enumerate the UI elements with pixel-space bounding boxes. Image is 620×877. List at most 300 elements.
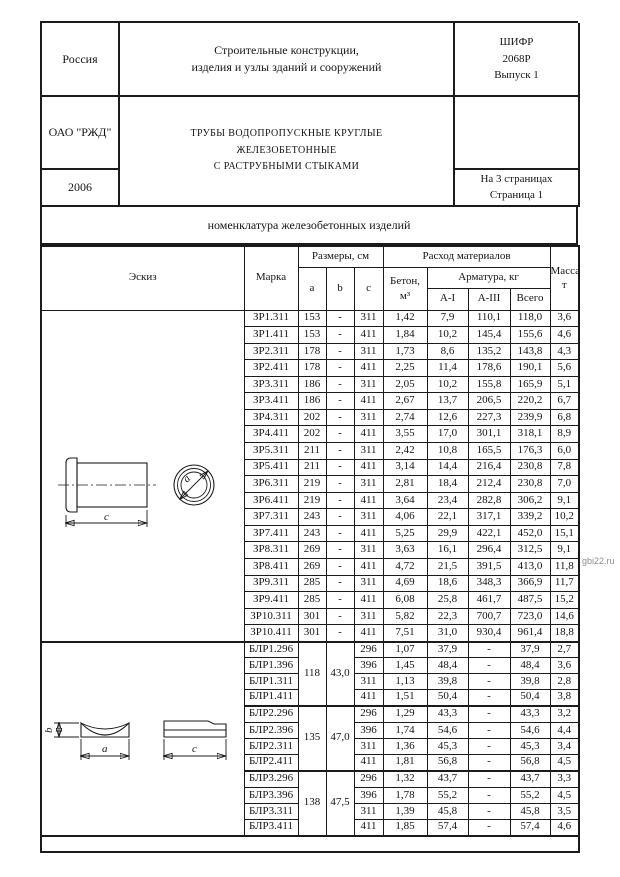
mark-cell: ЗР10.411 [244,625,298,642]
concrete-cell: 3,63 [383,542,427,559]
dim-c-cell: 311 [354,608,383,625]
mark-cell: ЗР8.311 [244,542,298,559]
rebar-ai-cell: 45,3 [427,739,468,755]
mark-cell: БЛР1.311 [244,674,298,690]
mass-cell: 18,8 [550,625,579,642]
mark-cell: БЛР2.396 [244,723,298,739]
dim-c-cell: 396 [354,788,383,804]
dim-c-cell: 411 [354,690,383,706]
rebar-ai-cell: 11,4 [427,360,468,377]
mark-cell: БЛР3.311 [244,804,298,820]
mark-cell: БЛР2.411 [244,755,298,771]
rebar-aiii-cell: - [468,788,510,804]
dim-b-cell: - [326,426,354,443]
dim-a-cell: 269 [298,542,326,559]
rebar-total-cell: 55,2 [510,788,550,804]
mass-cell: 15,1 [550,525,579,542]
page-number: Страница 1 [489,188,544,201]
concrete-label-line1: Бетон, [390,275,421,288]
rebar-total-cell: 56,8 [510,755,550,771]
concrete-cell: 1,32 [383,771,427,788]
dim-b-cell: - [326,608,354,625]
mass-cell: 9,1 [550,492,579,509]
sketch-cell-saddle [41,642,244,836]
rebar-total-cell: 312,5 [510,542,550,559]
col-header-dimensions: Размеры, см [298,246,383,267]
mark-cell: ЗР10.311 [244,608,298,625]
rebar-total-cell: 452,0 [510,525,550,542]
rebar-aiii-cell: 227,3 [468,409,510,426]
concrete-cell: 3,64 [383,492,427,509]
rebar-total-cell: 318,1 [510,426,550,443]
concrete-cell: 1,13 [383,674,427,690]
dim-a-cell: 202 [298,409,326,426]
dim-a-cell: 186 [298,393,326,410]
concrete-cell: 1,07 [383,642,427,658]
concrete-cell: 1,84 [383,327,427,344]
dim-b-cell: 43,0 [326,642,354,706]
concrete-cell: 1,74 [383,723,427,739]
dim-c-cell: 311 [354,575,383,592]
rebar-ai-cell: 55,2 [427,788,468,804]
rebar-total-cell: 43,3 [510,706,550,723]
rebar-total-cell: 57,4 [510,820,550,836]
dim-c-cell: 311 [354,476,383,493]
mass-cell: 6,7 [550,393,579,410]
dim-c-cell: 411 [354,360,383,377]
rebar-ai-cell: 7,9 [427,310,468,327]
mass-cell: 3,3 [550,771,579,788]
rebar-aiii-cell: - [468,658,510,674]
rebar-aiii-cell: 296,4 [468,542,510,559]
dim-b-cell: - [326,343,354,360]
rebar-total-cell: 39,8 [510,674,550,690]
rebar-ai-cell: 37,9 [427,642,468,658]
rebar-total-cell: 306,2 [510,492,550,509]
rebar-aiii-cell: - [468,771,510,788]
rebar-ai-cell: 18,4 [427,476,468,493]
concrete-cell: 1,29 [383,706,427,723]
mass-cell: 4,4 [550,723,579,739]
dim-b-cell: - [326,409,354,426]
rebar-total-cell: 118,0 [510,310,550,327]
dim-a-cell: 219 [298,476,326,493]
dimension-a-label: a [180,472,194,485]
dim-a-cell: 301 [298,625,326,642]
mass-cell: 3,6 [550,658,579,674]
dim-b-cell: - [326,575,354,592]
dim-a-cell: 135 [298,706,326,771]
dim-a-cell: 178 [298,360,326,377]
rebar-ai-cell: 56,8 [427,755,468,771]
col-header-sketch: Эскиз [41,246,244,310]
pages-count: На 3 страницах [480,172,553,185]
rebar-total-cell: 143,8 [510,343,550,360]
mark-cell: ЗР5.311 [244,443,298,460]
col-header-materials: Расход материалов [383,246,550,267]
mass-cell: 7,0 [550,476,579,493]
rebar-total-cell: 190,1 [510,360,550,377]
dim-c-cell: 311 [354,509,383,526]
mass-cell: 3,8 [550,690,579,706]
mark-cell: ЗР5.411 [244,459,298,476]
dim-a-cell: 211 [298,443,326,460]
rebar-total-cell: 220,2 [510,393,550,410]
rebar-total-cell: 487,5 [510,592,550,609]
dim-b-cell: - [326,459,354,476]
concrete-cell: 2,25 [383,360,427,377]
mark-cell: БЛР2.296 [244,706,298,723]
rebar-ai-cell: 45,8 [427,804,468,820]
footer-strip-cell [41,836,579,852]
rebar-total-cell: 45,8 [510,804,550,820]
rebar-aiii-cell: 178,6 [468,360,510,377]
concrete-cell: 2,67 [383,393,427,410]
rebar-aiii-cell: - [468,739,510,755]
section-title: номенклатура железобетонных изделий [40,207,578,245]
rebar-ai-cell: 23,4 [427,492,468,509]
dim-a-cell: 243 [298,525,326,542]
products-table [40,245,580,853]
dim-c-cell: 411 [354,755,383,771]
rebar-ai-cell: 25,8 [427,592,468,609]
concrete-cell: 5,82 [383,608,427,625]
rebar-ai-cell: 14,4 [427,459,468,476]
rebar-aiii-cell: 135,2 [468,343,510,360]
rebar-total-cell: 230,8 [510,459,550,476]
dim-b-cell: - [326,492,354,509]
rebar-total-cell: 339,2 [510,509,550,526]
pages-cell [455,170,580,207]
mark-cell: БЛР1.396 [244,658,298,674]
mass-cell: 4,5 [550,788,579,804]
dim-c-cell: 411 [354,558,383,575]
year-cell: 2006 [42,170,120,207]
saddle-side-view [164,721,226,737]
dim-c-cell: 311 [354,804,383,820]
empty-cell [455,97,580,170]
code-value: 2068Р [502,52,531,65]
rebar-aiii-cell: 317,1 [468,509,510,526]
dim-c-cell: 311 [354,443,383,460]
rebar-total-cell: 45,3 [510,739,550,755]
concrete-cell: 3,14 [383,459,427,476]
dim-c-cell: 296 [354,706,383,723]
mark-cell: БЛР3.411 [244,820,298,836]
dim-b-cell: - [326,327,354,344]
rebar-aiii-cell: 391,5 [468,558,510,575]
dim-a-cell: 153 [298,327,326,344]
mass-label-line1: Масса [550,264,580,277]
mass-cell: 2,7 [550,642,579,658]
rebar-ai-cell: 31,0 [427,625,468,642]
concrete-cell: 7,51 [383,625,427,642]
concrete-cell: 2,05 [383,376,427,393]
col-header-rebar-aiii: А-III [468,288,510,310]
rebar-ai-cell: 21,5 [427,558,468,575]
dim-c-cell: 311 [354,310,383,327]
dim-c-cell: 411 [354,625,383,642]
organization-cell: ОАО "РЖД" [42,97,120,170]
rebar-ai-cell: 17,0 [427,426,468,443]
dim-c-cell: 411 [354,820,383,836]
rebar-ai-cell: 29,9 [427,525,468,542]
dim-a-cell: 202 [298,426,326,443]
dim-b-cell: - [326,360,354,377]
rebar-aiii-cell: 216,4 [468,459,510,476]
mass-cell: 5,1 [550,376,579,393]
rebar-aiii-cell: 155,8 [468,376,510,393]
country-cell: Россия [42,23,120,97]
series-title-cell [120,23,455,97]
pipe-cross-section [174,465,214,505]
concrete-cell: 1,51 [383,690,427,706]
mark-cell: ЗР4.411 [244,426,298,443]
concrete-cell: 3,55 [383,426,427,443]
col-header-rebar: Арматура, кг [427,267,550,288]
album-title-line1: ТРУБЫ ВОДОПРОПУСКНЫЕ КРУГЛЫЕ [190,128,383,140]
mass-cell: 8,9 [550,426,579,443]
rebar-aiii-cell: 700,7 [468,608,510,625]
rebar-ai-cell: 22,1 [427,509,468,526]
dimension-c-label: c [192,742,198,755]
album-title-cell [120,97,455,207]
mark-cell: ЗР7.311 [244,509,298,526]
code-cell [455,23,580,97]
dim-b-cell: - [326,509,354,526]
col-header-c: c [354,267,383,310]
dim-c-cell: 411 [354,327,383,344]
dim-a-cell: 301 [298,608,326,625]
rebar-aiii-cell: 348,3 [468,575,510,592]
mark-cell: ЗР7.411 [244,525,298,542]
rebar-total-cell: 723,0 [510,608,550,625]
dimension-b-label: b [43,727,56,733]
mass-cell: 2,8 [550,674,579,690]
mark-cell: БЛР2.311 [244,739,298,755]
mass-cell: 4,3 [550,343,579,360]
mark-cell: БЛР1.296 [244,642,298,658]
rebar-aiii-cell: - [468,690,510,706]
pipe-side-view [58,458,156,512]
rebar-total-cell: 176,3 [510,443,550,460]
rebar-total-cell: 230,8 [510,476,550,493]
concrete-cell: 1,36 [383,739,427,755]
dim-b-cell: - [326,625,354,642]
dim-c-cell: 296 [354,642,383,658]
saddle-end-view [81,723,129,737]
col-header-mark: Марка [244,246,298,310]
dim-c-cell: 311 [354,343,383,360]
dim-c-cell: 411 [354,393,383,410]
concrete-cell: 1,78 [383,788,427,804]
col-header-b: b [326,267,354,310]
rebar-aiii-cell: 461,7 [468,592,510,609]
rebar-aiii-cell: 165,5 [468,443,510,460]
mass-cell: 4,5 [550,755,579,771]
rebar-aiii-cell: 145,4 [468,327,510,344]
rebar-ai-cell: 10,2 [427,327,468,344]
dim-c-cell: 411 [354,492,383,509]
dim-b-cell: - [326,310,354,327]
rebar-total-cell: 165,9 [510,376,550,393]
dim-a-cell: 219 [298,492,326,509]
album-title-line3: С РАСТРУБНЫМИ СТЫКАМИ [213,161,360,173]
concrete-cell: 4,06 [383,509,427,526]
mark-cell: ЗР1.411 [244,327,298,344]
rebar-ai-cell: 13,7 [427,393,468,410]
dim-a-cell: 138 [298,771,326,836]
dim-a-cell: 186 [298,376,326,393]
mass-cell: 3,5 [550,804,579,820]
dim-b-cell: - [326,558,354,575]
mass-label-line2: т [561,279,567,292]
concrete-label-line2: м³ [399,289,411,302]
mass-cell: 3,2 [550,706,579,723]
concrete-cell: 2,42 [383,443,427,460]
rebar-aiii-cell: - [468,706,510,723]
rebar-aiii-cell: 212,4 [468,476,510,493]
col-header-rebar-ai: А-I [427,288,468,310]
dim-b-cell: - [326,376,354,393]
mass-cell: 11,8 [550,558,579,575]
mark-cell: БЛР1.411 [244,690,298,706]
rebar-aiii-cell: 930,4 [468,625,510,642]
dimension-c [66,510,147,527]
dim-c-cell: 411 [354,592,383,609]
rebar-total-cell: 155,6 [510,327,550,344]
dimension-c [164,739,226,760]
dim-b-cell: - [326,443,354,460]
document-sheet [40,21,578,853]
mark-cell: ЗР2.311 [244,343,298,360]
mark-cell: ЗР3.411 [244,393,298,410]
mass-cell: 3,6 [550,310,579,327]
dim-c-cell: 396 [354,723,383,739]
rebar-total-cell: 366,9 [510,575,550,592]
dimension-b [43,723,79,737]
dim-c-cell: 311 [354,409,383,426]
dimension-a-label: a [102,742,108,755]
concrete-cell: 1,42 [383,310,427,327]
mark-cell: ЗР4.311 [244,409,298,426]
rebar-ai-cell: 22,3 [427,608,468,625]
concrete-cell: 2,81 [383,476,427,493]
col-header-a: a [298,267,326,310]
concrete-cell: 1,85 [383,820,427,836]
rebar-ai-cell: 50,4 [427,690,468,706]
rebar-aiii-cell: 110,1 [468,310,510,327]
mark-cell: ЗР1.311 [244,310,298,327]
mark-cell: ЗР6.411 [244,492,298,509]
footer-strip-row [41,836,579,852]
rebar-aiii-cell: 301,1 [468,426,510,443]
table-row [41,310,579,327]
rebar-ai-cell: 16,1 [427,542,468,559]
rebar-total-cell: 413,0 [510,558,550,575]
mass-cell: 6,8 [550,409,579,426]
rebar-aiii-cell: 422,1 [468,525,510,542]
pipe-sketch [43,311,242,641]
mass-cell: 10,2 [550,509,579,526]
mass-cell: 9,1 [550,542,579,559]
rebar-ai-cell: 8,6 [427,343,468,360]
dim-b-cell: 47,5 [326,771,354,836]
dim-a-cell: 211 [298,459,326,476]
mass-cell: 4,6 [550,327,579,344]
rebar-ai-cell: 48,4 [427,658,468,674]
rebar-ai-cell: 39,8 [427,674,468,690]
rebar-total-cell: 239,9 [510,409,550,426]
rebar-total-cell: 43,7 [510,771,550,788]
dim-c-cell: 311 [354,674,383,690]
dim-b-cell: 47,0 [326,706,354,771]
mark-cell: ЗР9.411 [244,592,298,609]
rebar-aiii-cell: - [468,820,510,836]
mass-cell: 3,4 [550,739,579,755]
series-title-line1: Строительные конструкции, [214,42,359,57]
rebar-aiii-cell: - [468,755,510,771]
mark-cell: БЛР3.296 [244,771,298,788]
saddle-back-edge [81,723,129,729]
dim-a-cell: 269 [298,558,326,575]
dim-c-cell: 311 [354,739,383,755]
rebar-ai-cell: 18,6 [427,575,468,592]
mass-cell: 11,7 [550,575,579,592]
mass-cell: 5,6 [550,360,579,377]
dim-a-cell: 118 [298,642,326,706]
rebar-aiii-cell: - [468,642,510,658]
concrete-cell: 4,72 [383,558,427,575]
rebar-ai-cell: 10,2 [427,376,468,393]
saddle-block-sketch [43,643,242,835]
dim-b-cell: - [326,542,354,559]
rebar-ai-cell: 43,7 [427,771,468,788]
issue-label: Выпуск 1 [494,69,539,82]
col-header-mass [550,246,579,310]
dim-c-cell: 311 [354,542,383,559]
dim-c-cell: 311 [354,376,383,393]
col-header-concrete [383,267,427,310]
concrete-cell: 1,45 [383,658,427,674]
mark-cell: БЛР3.396 [244,788,298,804]
title-block [40,21,578,207]
concrete-cell: 1,39 [383,804,427,820]
concrete-cell: 1,81 [383,755,427,771]
mass-cell: 15,2 [550,592,579,609]
table-row [41,642,579,658]
concrete-cell: 6,08 [383,592,427,609]
concrete-cell: 2,74 [383,409,427,426]
col-header-rebar-total: Всего [510,288,550,310]
rebar-aiii-cell: - [468,723,510,739]
mark-cell: ЗР2.411 [244,360,298,377]
rebar-total-cell: 37,9 [510,642,550,658]
dim-b-cell: - [326,476,354,493]
mass-cell: 7,8 [550,459,579,476]
dim-b-cell: - [326,592,354,609]
concrete-cell: 4,69 [383,575,427,592]
rebar-ai-cell: 12,6 [427,409,468,426]
rebar-ai-cell: 54,6 [427,723,468,739]
dim-c-cell: 411 [354,459,383,476]
mark-cell: ЗР9.311 [244,575,298,592]
concrete-cell: 1,73 [383,343,427,360]
rebar-aiii-cell: - [468,804,510,820]
dim-a-cell: 153 [298,310,326,327]
dim-c-cell: 396 [354,658,383,674]
rebar-aiii-cell: - [468,674,510,690]
